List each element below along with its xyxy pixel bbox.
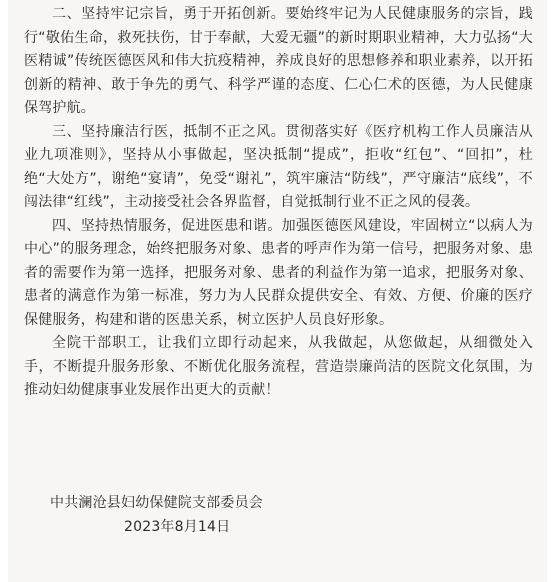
paragraph-service: 四、坚持热情服务，促进医患和谐。加强医德医风建设，牢固树立“以病人为中心”的服务理念，始终把服务对象、患者的呼声作为第一信号，把服务对象、患者的需要作为第一选择，把服务对象、患者的利益作为第一追求，把服务对象、患者的满意作为第一标准，努力为人民群众提供安全、有效、方便、价廉的医疗保健服务，构建和谐的医患关系，树立医护人员良好形象。 [24,217,533,328]
document-page [8,0,547,582]
paragraph-commitment-innovation: 二、坚持牢记宗旨，勇于开拓创新。要始终牢记为人民健康服务的宗旨，践行“敬佑生命，救死扶伤，甘于奉献，大爱无疆”的新时期职业精神，大力弘扬“大医精诚”传统医德医风和伟大抗疫精神，养成良好的思想修养和职业素养，以开拓创新的精神、敢于争先的勇气、科学严谨的态度、仁心仁术的医德，为人民健康保驾护航。 [24,6,533,116]
paragraph-call-to-action: 全院干部职工，让我们立即行动起来，从我做起，从您做起，从细微处入手，不断提升服务形象、不断优化服务流程，营造崇廉尚洁的医院文化氛围，为推动妇幼健康事业发展作出更大的贡献！ [24,335,533,398]
signature-organization: 中共澜沧县妇幼保健院支部委员会 [50,495,263,511]
signature-date: 2023年8月14日 [124,519,231,535]
paragraph-integrity: 三、坚持廉洁行医，抵制不正之风。贯彻落实好《医疗机构工作人员廉洁从业九项准则》，坚持从小事做起，坚决抵制“提成”，拒收“红包”、“回扣”，杜绝“大处方”，谢绝“宴请”，免受“谢礼”，筑牢廉洁“防线”，严守廉洁“底线”，不闯法律“红线”，主动接受社会各界监督，自觉抵制行业不正之风的侵袭。 [24,123,533,210]
